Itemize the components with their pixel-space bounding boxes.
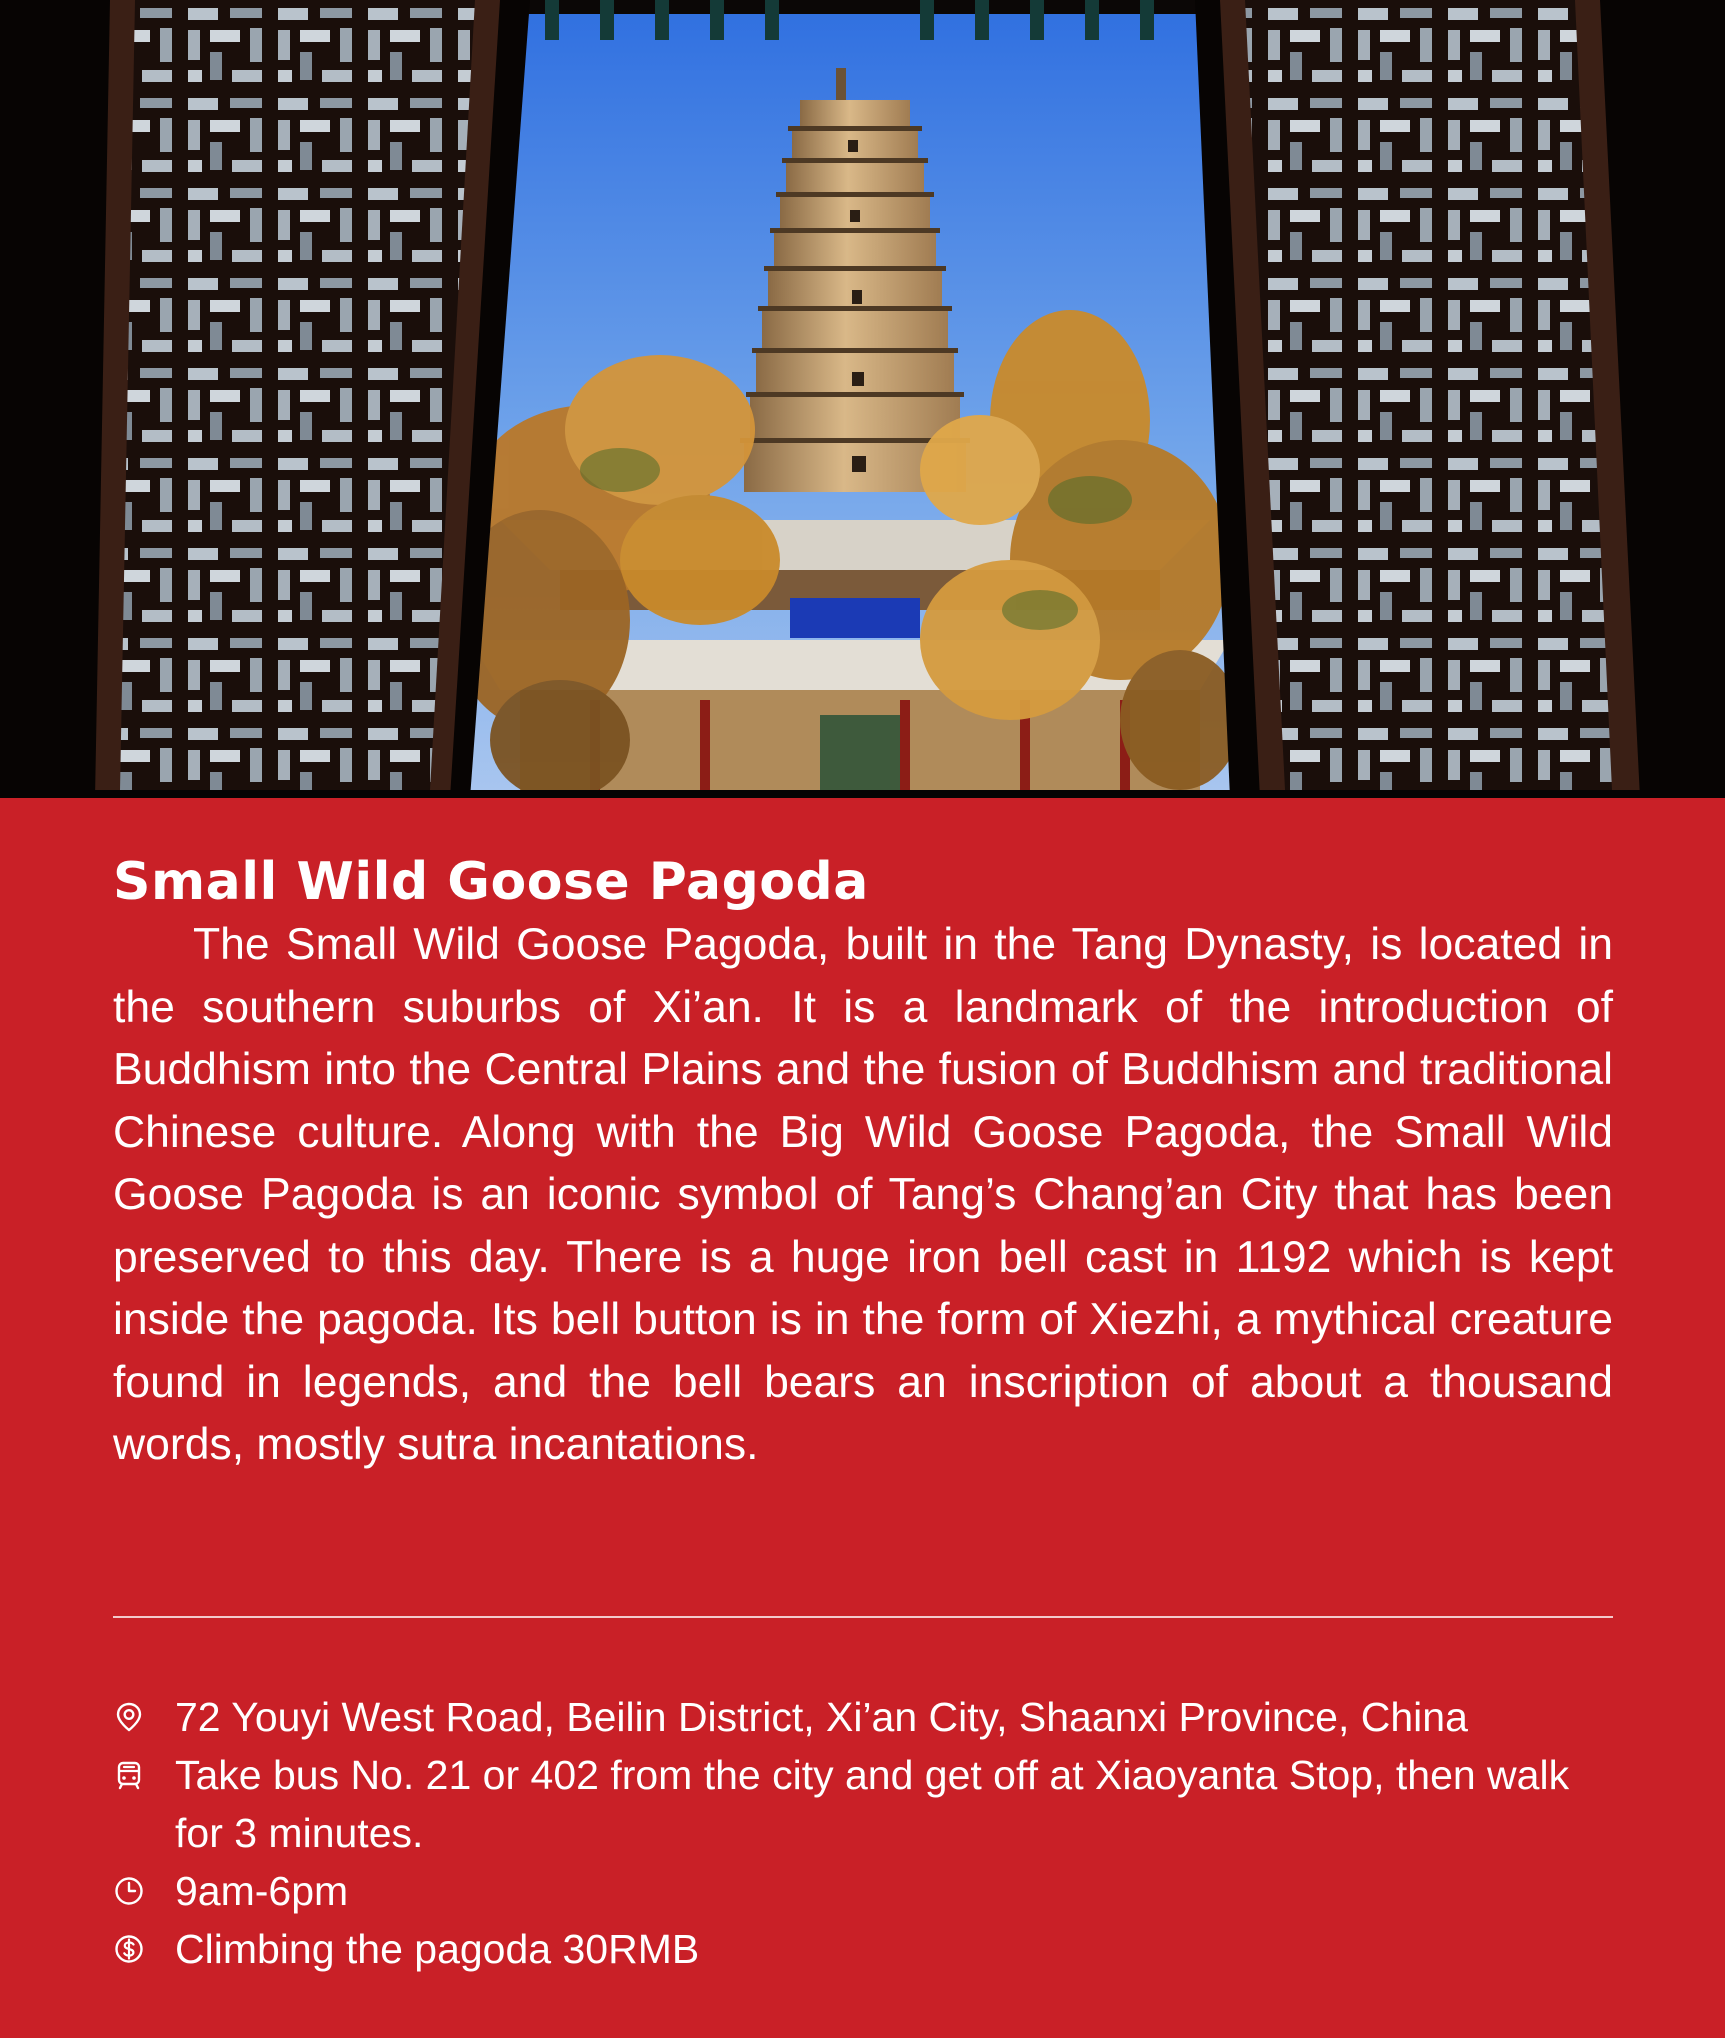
- price-text: Climbing the pagoda 30RMB: [175, 1926, 700, 1972]
- location-pin-icon: [113, 1701, 145, 1733]
- section-divider: [113, 1616, 1613, 1618]
- address-text: 72 Youyi West Road, Beilin District, Xi’an City, Shaanxi Province, China: [175, 1694, 1468, 1740]
- content-section: [113, 798, 1613, 1972]
- info-price: [113, 1920, 1613, 1978]
- dollar-coin-icon: [113, 1933, 145, 1965]
- visitor-info-list: [113, 1688, 1613, 1978]
- transport-text: Take bus No. 21 or 402 from the city and get off at Xiaoyanta Stop, then walk for 3 minutes.: [175, 1752, 1570, 1856]
- info-transport: [113, 1746, 1613, 1862]
- attraction-description: The Small Wild Goose Pagoda, built in the Tang Dynasty, is located in the southern suburbs of Xi’an. It is a landmark of the introduction of Buddhism into the Central Plains and the fusion of Buddhism and traditional Chinese culture. Along with the Big Wild Goose Pagoda, the Small Wild Goose Pagoda is an iconic symbol of Tang’s Chang’an City that has been preserved to this day. There is a huge iron bell cast in 1192 which is kept inside the pagoda. Its bell button is in the form of Xiezhi, a mythical creature found in legends, and the bell bears an inscription of about a thousand words, mostly sutra incantations.: [113, 920, 1613, 1469]
- hours-text: 9am-6pm: [175, 1868, 349, 1914]
- info-hours: [113, 1862, 1613, 1920]
- attraction-title: Small Wild Goose Pagoda: [113, 852, 869, 912]
- info-address: [113, 1688, 1613, 1746]
- hero-photo: [0, 0, 1725, 798]
- bus-icon: [113, 1759, 145, 1791]
- pagoda-photo: [0, 0, 1725, 798]
- clock-icon: [113, 1875, 145, 1907]
